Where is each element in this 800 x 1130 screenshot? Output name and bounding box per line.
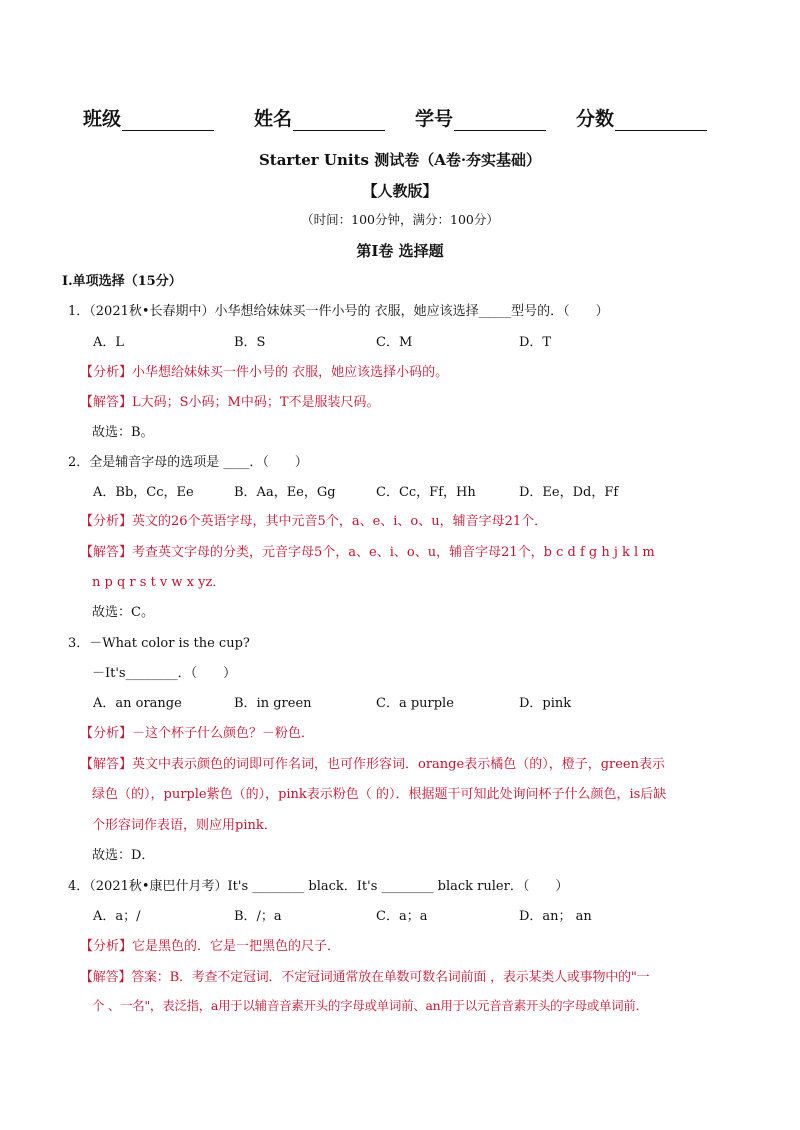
header-score-label: 分数 xyxy=(576,108,615,130)
q3-choice: 故选：D． xyxy=(92,848,155,863)
q4-option-b[interactable]: B．/；a xyxy=(234,909,282,924)
q4-option-a[interactable]: A．a；/ xyxy=(93,909,141,924)
q3-option-d[interactable]: D．pink xyxy=(519,696,572,711)
answer-tag: 【解答】 xyxy=(80,545,133,560)
part-title: 第Ⅰ卷 选择题 xyxy=(356,242,444,260)
q1-answer xyxy=(80,391,380,410)
score-blank[interactable] xyxy=(615,110,707,131)
header-name xyxy=(254,104,385,131)
header-info-line xyxy=(83,104,723,131)
q2-option-b[interactable]: B．Aa，Ee，Gg xyxy=(234,485,336,500)
name-blank[interactable] xyxy=(293,110,385,131)
q4-analysis xyxy=(80,935,340,954)
analysis-tag: 【分析】 xyxy=(80,514,133,529)
q4-option-c[interactable]: C．a；a xyxy=(376,909,428,924)
header-student-id xyxy=(415,104,546,131)
edition-label: 【人教版】 xyxy=(362,182,438,200)
q4-option-d[interactable]: D．an； an xyxy=(519,909,592,924)
exam-time-info: （时间：100分钟，满分：100分） xyxy=(301,212,499,227)
q3-answer-line-3: 个形容词作表语，则应用pink． xyxy=(92,818,277,833)
answer-tag: 【解答】 xyxy=(80,395,133,410)
q3-analysis xyxy=(80,722,314,741)
header-class xyxy=(83,104,214,131)
analysis-tag: 【分析】 xyxy=(80,726,133,741)
answer-tag: 【解答】 xyxy=(80,970,132,985)
q3-answer-line-2: 绿色（的），purple紫色（的），pink表示粉色（ 的）．根据题干可知此处询问杯子什么颜色，is后缺 xyxy=(92,787,667,802)
question-3-stem: 3．－What color is the cup? xyxy=(68,636,250,651)
answer-tag: 【解答】 xyxy=(80,757,133,772)
q1-analysis xyxy=(80,361,448,380)
answer-text: 英文中表示颜色的词即可作名词，也可作形容词．orange表示橘色（的），橙子，green表示 xyxy=(132,757,665,772)
q2-answer xyxy=(80,541,655,560)
answer-text: 答案：B．考查不定冠词．不定冠词通常放在单数可数名词前面 ，表示某类人或事物中的"一 xyxy=(131,970,650,985)
q1-choice: 故选：B。 xyxy=(92,425,154,440)
q2-option-a[interactable]: A．Bb，Cc，Ee xyxy=(93,485,194,500)
q2-option-d[interactable]: D．Ee，Dd，Ff xyxy=(519,485,619,500)
q1-option-d[interactable]: D．T xyxy=(519,335,552,350)
exam-title: Starter Units 测试卷（A卷·夯实基础） xyxy=(258,151,542,169)
analysis-text: 英文的26个英语字母，其中元音5个，a、e、i、o、u，辅音字母21个． xyxy=(132,514,548,529)
header-name-label: 姓名 xyxy=(254,108,293,130)
q3-option-c[interactable]: C．a purple xyxy=(376,696,454,711)
class-blank[interactable] xyxy=(122,110,214,131)
header-student-id-label: 学号 xyxy=(415,108,454,130)
q2-option-c[interactable]: C．Cc，Ff，Hh xyxy=(376,485,476,500)
question-4-stem: 4．（2021秋•康巴什月考）It's ________ black．It's ________ black ruler．（ ） xyxy=(68,879,569,894)
answer-text: L大码；S小码；M中码；T不是服装尺码。 xyxy=(132,395,380,410)
section-heading: Ⅰ.单项选择（15分） xyxy=(62,274,182,289)
analysis-tag: 【分析】 xyxy=(80,939,133,954)
q3-option-a[interactable]: A．an orange xyxy=(93,696,182,711)
header-score xyxy=(576,104,707,131)
q1-option-b[interactable]: B．S xyxy=(234,335,266,350)
q3-answer xyxy=(80,753,665,772)
answer-text: 考查英文字母的分类，元音字母5个，a、e、i、o、u，辅音字母21个，b c d f g h j k l m xyxy=(132,545,655,560)
analysis-text: 小华想给妹妹买一件小号的 衣服，她应该选择小码的。 xyxy=(132,365,449,380)
q1-option-a[interactable]: A．L xyxy=(93,335,125,350)
header-class-label: 班级 xyxy=(83,108,122,130)
q2-choice: 故选：C。 xyxy=(92,605,154,620)
question-2-stem: 2．全是辅音字母的选项是 ____．（ ） xyxy=(68,455,308,470)
q2-answer-line-2: n p q r s t v w x yz． xyxy=(92,575,226,590)
q2-analysis xyxy=(80,510,547,529)
analysis-tag: 【分析】 xyxy=(80,365,133,380)
analysis-text: －这个杯子什么颜色？－粉色． xyxy=(132,726,315,741)
question-3-stem-2: －It's________．（ ） xyxy=(92,666,237,681)
q4-answer-line-2: 个 、一名"，表泛指，a用于以辅音音素开头的字母或单词前、an用于以元音音素开头的字母或单词前． xyxy=(92,998,648,1013)
analysis-text: 它是黑色的．它是一把黑色的尺子． xyxy=(132,939,341,954)
student-id-blank[interactable] xyxy=(454,110,546,131)
q1-option-c[interactable]: C．M xyxy=(376,335,413,350)
q3-option-b[interactable]: B．in green xyxy=(234,696,312,711)
q4-answer xyxy=(80,966,649,985)
question-1-stem: 1．（2021秋•长春期中）小华想给妹妹买一件小号的 衣服，她应该选择_____型号的．（ ） xyxy=(68,304,609,319)
